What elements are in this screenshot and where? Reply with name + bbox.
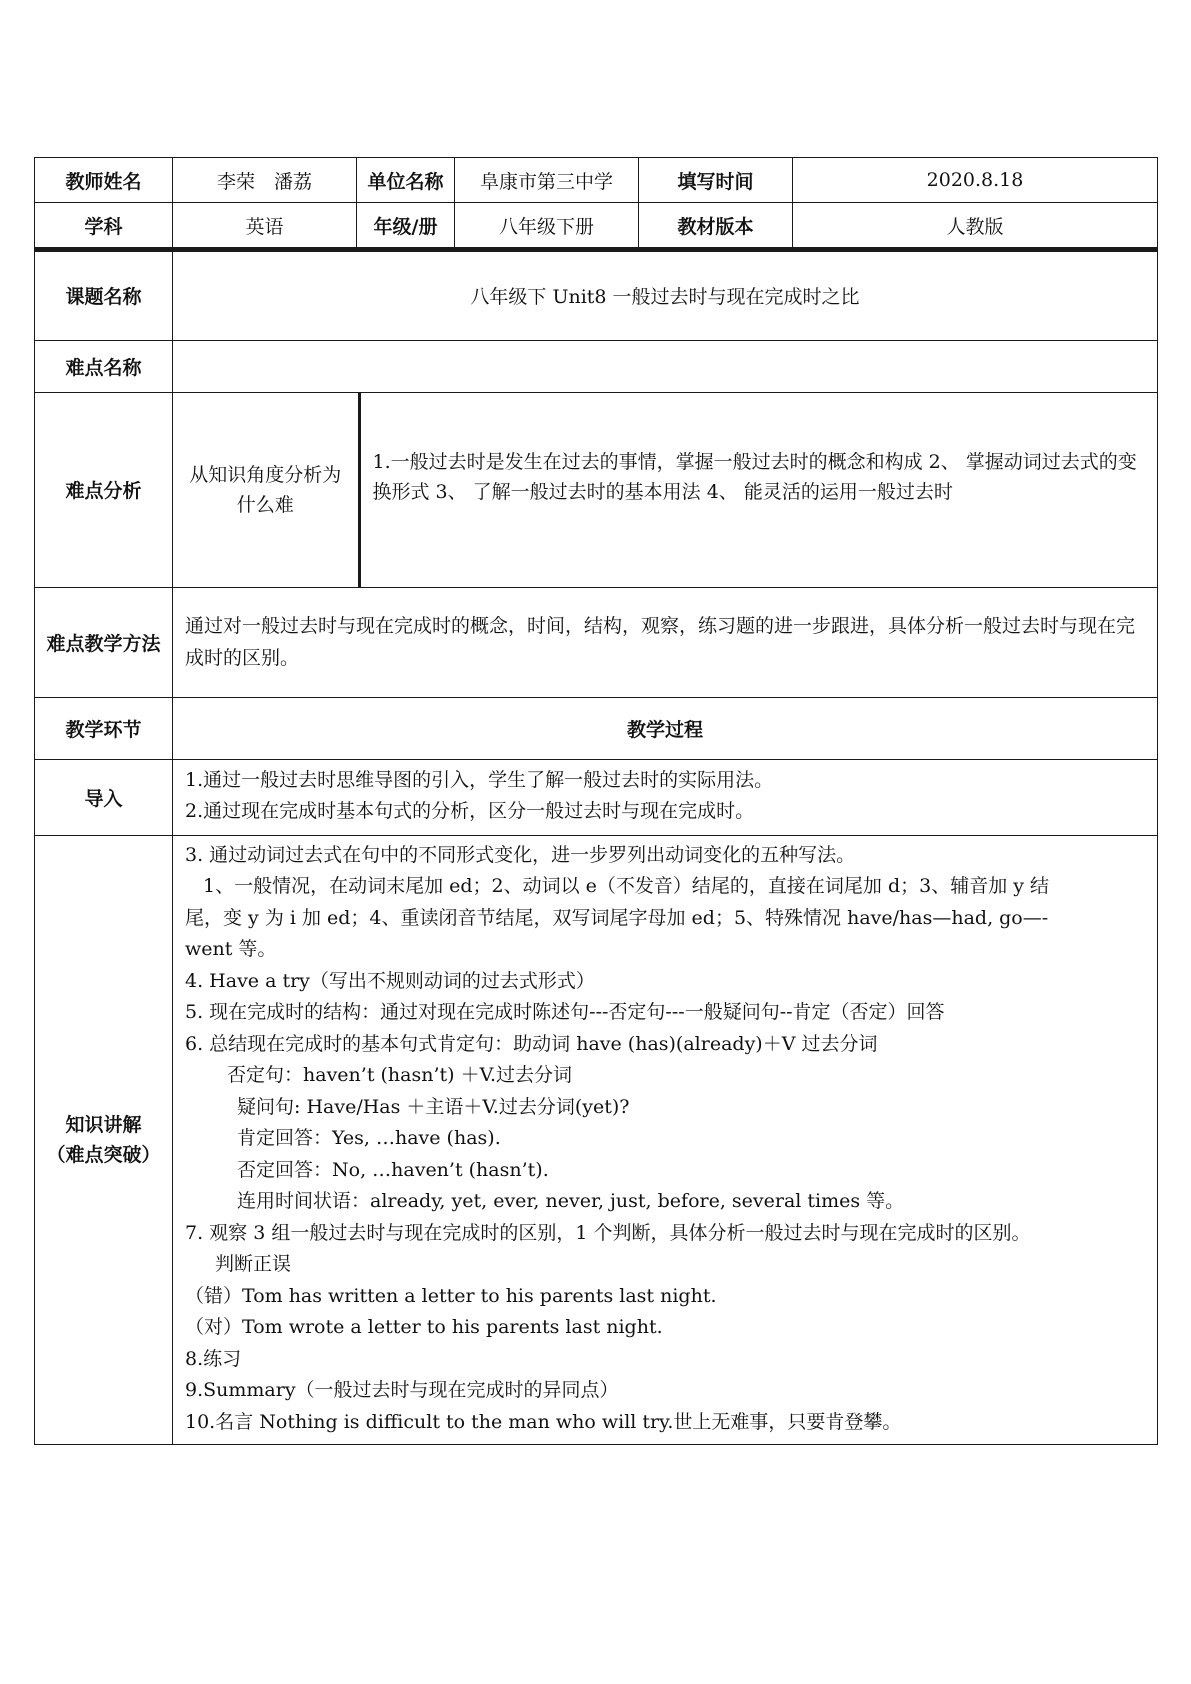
lesson-plan-sheet: [34, 157, 1157, 1445]
introduction-label: 导入: [35, 759, 173, 835]
knowledge-line: 1、一般情况，在动词末尾加 ed；2、动词以 e（不发音）结尾的，直接在词尾加 d；3、辅音加 y 结: [203, 875, 1050, 897]
teaching-process-heading: 教学过程: [173, 697, 1158, 759]
knowledge-line: 肯定回答：Yes, …have (has).: [237, 1127, 501, 1149]
knowledge-line: （对）Tom wrote a letter to his parents last night.: [185, 1316, 663, 1338]
introduction-line: 2.通过现在完成时基本句式的分析，区分一般过去时与现在完成时。: [185, 800, 755, 822]
knowledge-line: 9.Summary（一般过去时与现在完成时的异同点）: [185, 1379, 619, 1401]
knowledge-line: 5. 现在完成时的结构：通过对现在完成时陈述句---否定句---一般疑问句--肯定（否定）回答: [185, 1001, 945, 1023]
header-table: [34, 157, 1158, 248]
knowledge-line: 7. 观察 3 组一般过去时与现在完成时的区别，1 个判断，具体分析一般过去时与现在完成时的区别。: [185, 1221, 1031, 1244]
introduction-row: [35, 759, 1158, 835]
knowledge-line: 否定回答：No, …haven’t (hasn’t).: [237, 1158, 549, 1181]
knowledge-line: 尾，变 y 为 i 加 ed；4、重读闭音节结尾，双写词尾字母加 ed；5、特殊情况 have/has—had, go—-: [185, 906, 1049, 929]
fill-date-label: 填写时间: [639, 158, 793, 203]
difficulty-name-label: 难点名称: [35, 340, 173, 392]
knowledge-line: （错）Tom has written a letter to his parents last night.: [185, 1284, 717, 1307]
unit-name-label: 单位名称: [357, 158, 455, 203]
header-row-2: [35, 203, 1158, 248]
fill-date-value: 2020.8.18: [793, 158, 1158, 203]
teaching-method-value: 通过对一般过去时与现在完成时的概念，时间，结构，观察，练习题的进一步跟进，具体分析一般过去时与现在完成时的区别。: [173, 587, 1158, 697]
knowledge-line: 判断正误: [215, 1253, 292, 1275]
difficulty-name-value: [173, 340, 1158, 392]
subject-label: 学科: [35, 203, 173, 248]
knowledge-line: 否定句：haven’t (hasn’t) ＋V.过去分词: [227, 1064, 573, 1086]
introduction-content: [173, 759, 1158, 835]
teaching-method-label: 难点教学方法: [35, 587, 173, 697]
knowledge-line: 6. 总结现在完成时的基本句式肯定句：助动词 have (has)(already)＋V 过去分词: [185, 1032, 878, 1055]
difficulty-analysis-row: [35, 392, 1158, 587]
difficulty-analysis-cell: [173, 392, 1158, 587]
teacher-name-value: 李荣 潘荔: [173, 158, 357, 203]
knowledge-label-line-2: （难点突破）: [46, 1143, 161, 1166]
difficulty-name-row: [35, 340, 1158, 392]
knowledge-line: 连用时间状语：already, yet, ever, never, just, before, several times 等。: [237, 1190, 905, 1212]
difficulty-analysis-inner: [173, 393, 1157, 587]
grade-value: 八年级下册: [455, 203, 639, 248]
knowledge-row: [35, 835, 1158, 1445]
difficulty-analysis-label: 难点分析: [35, 392, 173, 587]
header-row-1: [35, 158, 1158, 203]
textbook-edition-label: 教材版本: [639, 203, 793, 248]
knowledge-label: [35, 835, 173, 1445]
knowledge-label-line-1: 知识讲解: [65, 1113, 142, 1136]
textbook-edition-value: 人教版: [793, 203, 1158, 248]
content-table: [34, 248, 1158, 1445]
knowledge-line: went 等。: [185, 938, 277, 960]
difficulty-analysis-sublabel: 从知识角度分析为什么难: [173, 393, 359, 587]
topic-value: 八年级下 Unit8 一般过去时与现在完成时之比: [173, 250, 1158, 340]
topic-row: [35, 250, 1158, 340]
knowledge-line: 10.名言 Nothing is difficult to the man who will try.世上无难事，只要肯登攀。: [185, 1410, 902, 1433]
topic-label: 课题名称: [35, 250, 173, 340]
knowledge-line: 3. 通过动词过去式在句中的不同形式变化，进一步罗列出动词变化的五种写法。: [185, 843, 856, 866]
teacher-name-label: 教师姓名: [35, 158, 173, 203]
teaching-method-row: [35, 587, 1158, 697]
difficulty-analysis-value: 1.一般过去时是发生在过去的事情，掌握一般过去时的概念和构成 2、 掌握动词过去式的变换形式 3、 了解一般过去时的基本用法 4、 能灵活的运用一般过去时: [372, 450, 1137, 503]
teaching-stage-label: 教学环节: [35, 697, 173, 759]
knowledge-content: [173, 835, 1158, 1445]
knowledge-line: 8.练习: [185, 1347, 242, 1370]
unit-name-value: 阜康市第三中学: [455, 158, 639, 203]
subject-value: 英语: [173, 203, 357, 248]
grade-label: 年级/册: [357, 203, 455, 248]
knowledge-line: 疑问句: Have/Has ＋主语＋V.过去分词(yet)?: [237, 1095, 630, 1118]
knowledge-line: 4. Have a try（写出不规则动词的过去式形式）: [185, 969, 595, 992]
introduction-line: 1.通过一般过去时思维导图的引入，学生了解一般过去时的实际用法。: [185, 768, 774, 791]
teaching-stage-row: [35, 697, 1158, 759]
